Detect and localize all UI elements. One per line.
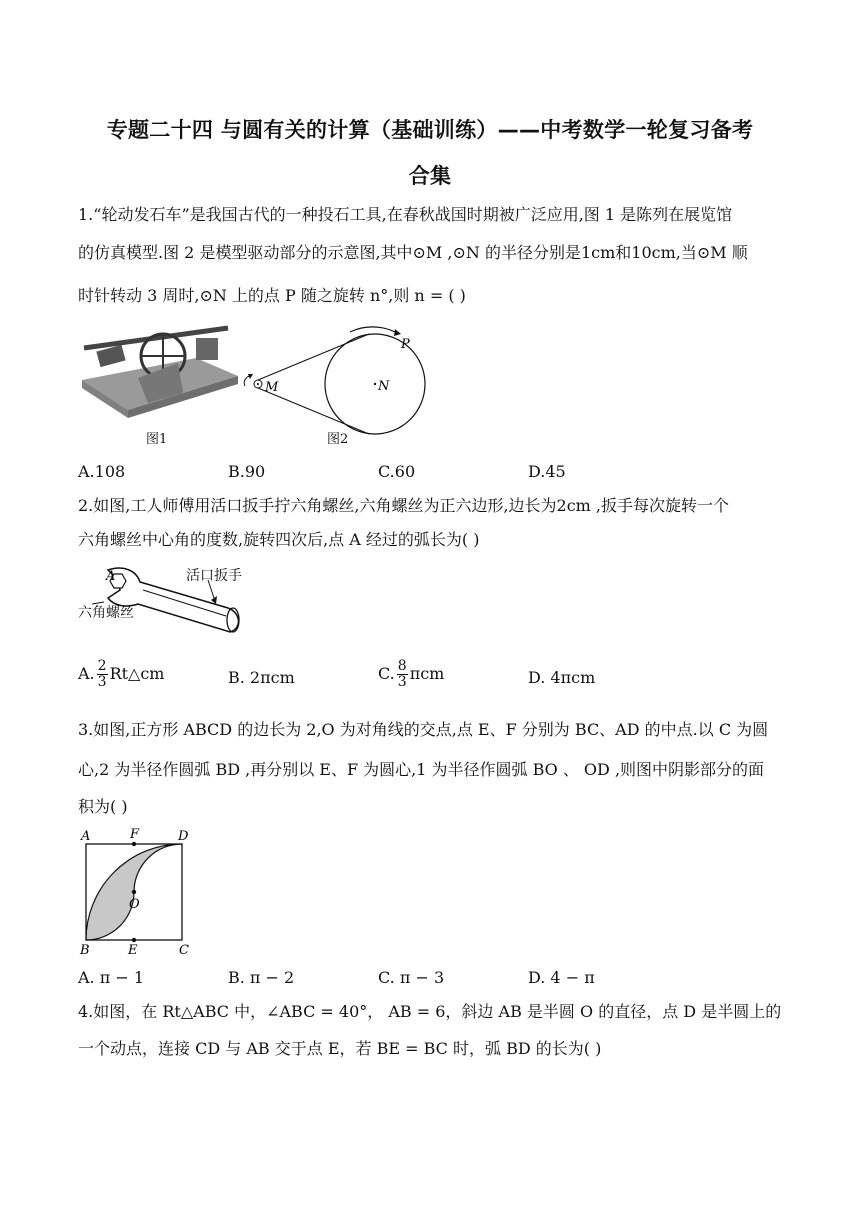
catapult-model-figure: [78, 318, 243, 418]
q2-line-1: 2.如图,工人师傅用活口扳手拧六角螺丝,六角螺丝为正六边形,边长为2cm ,扳手每次旋转一个: [78, 496, 730, 515]
point-b-label: B: [80, 943, 90, 958]
point-a-label: A: [106, 569, 116, 584]
q1-line-3: 时针转动 3 周时,⊙N 上的点 P 随之旋转 n°,则 n = ( ): [78, 286, 466, 305]
q3-line-1: 3.如图,正方形 ABCD 的边长为 2,O 为对角线的交点,点 E、F 分别为 BC、AD 的中点.以 C 为圆: [78, 720, 769, 739]
q4-line-2: 一个动点，连接 CD 与 AB 交于点 E，若 BE = BC 时，弧 BD 的长为( ): [78, 1039, 602, 1058]
q1-line-2: 的仿真模型.图 2 是模型驱动部分的示意图,其中⊙M ,⊙N 的半径分别是1cm和10cm,当⊙M 顺: [78, 243, 748, 262]
q2-option-b: B. 2πcm: [228, 668, 295, 687]
q3-option-c: C. π − 3: [378, 968, 445, 987]
q2-option-a-suffix: Rt△cm: [109, 664, 165, 683]
point-o-label: O: [129, 897, 140, 912]
square-arc-diagram: [78, 826, 198, 956]
q2-option-d: D. 4πcm: [528, 668, 596, 687]
q3-line-2: 心,2 为半径作圆弧 BD ,再分别以 E、F 为圆心,1 为半径作圆弧 BO 、 OD ,则图中阴影部分的面: [78, 760, 765, 779]
q2-option-c-prefix: C.: [378, 664, 395, 683]
q3-option-a: A. π − 1: [78, 968, 144, 987]
hex-nut-label: 六角螺丝: [78, 605, 134, 621]
q3-line-3: 积为( ): [78, 797, 128, 816]
q2-option-c-suffix: πcm: [409, 664, 445, 683]
q3-option-b: B. π − 2: [228, 968, 295, 987]
q1-option-b: B.90: [228, 462, 266, 481]
point-p-label: P: [401, 337, 410, 352]
document-title-line2: 合集: [408, 164, 452, 188]
point-m-label: M: [265, 380, 279, 395]
document-title-line1: 专题二十四 与圆有关的计算（基础训练）——中考数学一轮复习备考: [106, 118, 754, 142]
point-d-label: D: [178, 829, 189, 844]
fraction-two-thirds: $\frac{2}{3}$: [97, 658, 107, 690]
pulley-diagram: [245, 328, 425, 438]
q2-option-c: [378, 659, 444, 690]
point-e-label: E: [128, 943, 138, 958]
point-a-label: A: [81, 829, 91, 844]
q2-option-a: [78, 659, 164, 690]
point-f-label: F: [130, 827, 140, 842]
figure-2-caption: 图2: [327, 432, 349, 447]
q2-option-a-prefix: A.: [78, 664, 95, 683]
q2-line-2: 六角螺丝中心角的度数,旋转四次后,点 A 经过的弧长为( ): [78, 530, 480, 549]
q1-line-1: 1.“轮动发石车”是我国古代的一种投石工具,在春秋战国时期被广泛应用,图 1 是陈列在展览馆: [78, 205, 733, 224]
q4-line-1: 4.如图，在 Rt△ABC 中，∠ABC = 40°， AB = 6，斜边 AB 是半圆 O 的直径，点 D 是半圆上的: [78, 1002, 782, 1021]
q1-option-d: D.45: [528, 462, 566, 481]
point-c-label: C: [179, 943, 189, 958]
point-n-label: N: [378, 379, 390, 394]
q1-option-a: A.108: [78, 462, 126, 481]
wrench-label: 活口扳手: [186, 568, 242, 584]
q3-option-d: D. 4 − π: [528, 968, 595, 987]
fraction-eight-thirds: $\frac{8}{3}$: [397, 658, 407, 690]
q1-option-c: C.60: [378, 462, 416, 481]
figure-1-caption: 图1: [146, 432, 168, 447]
